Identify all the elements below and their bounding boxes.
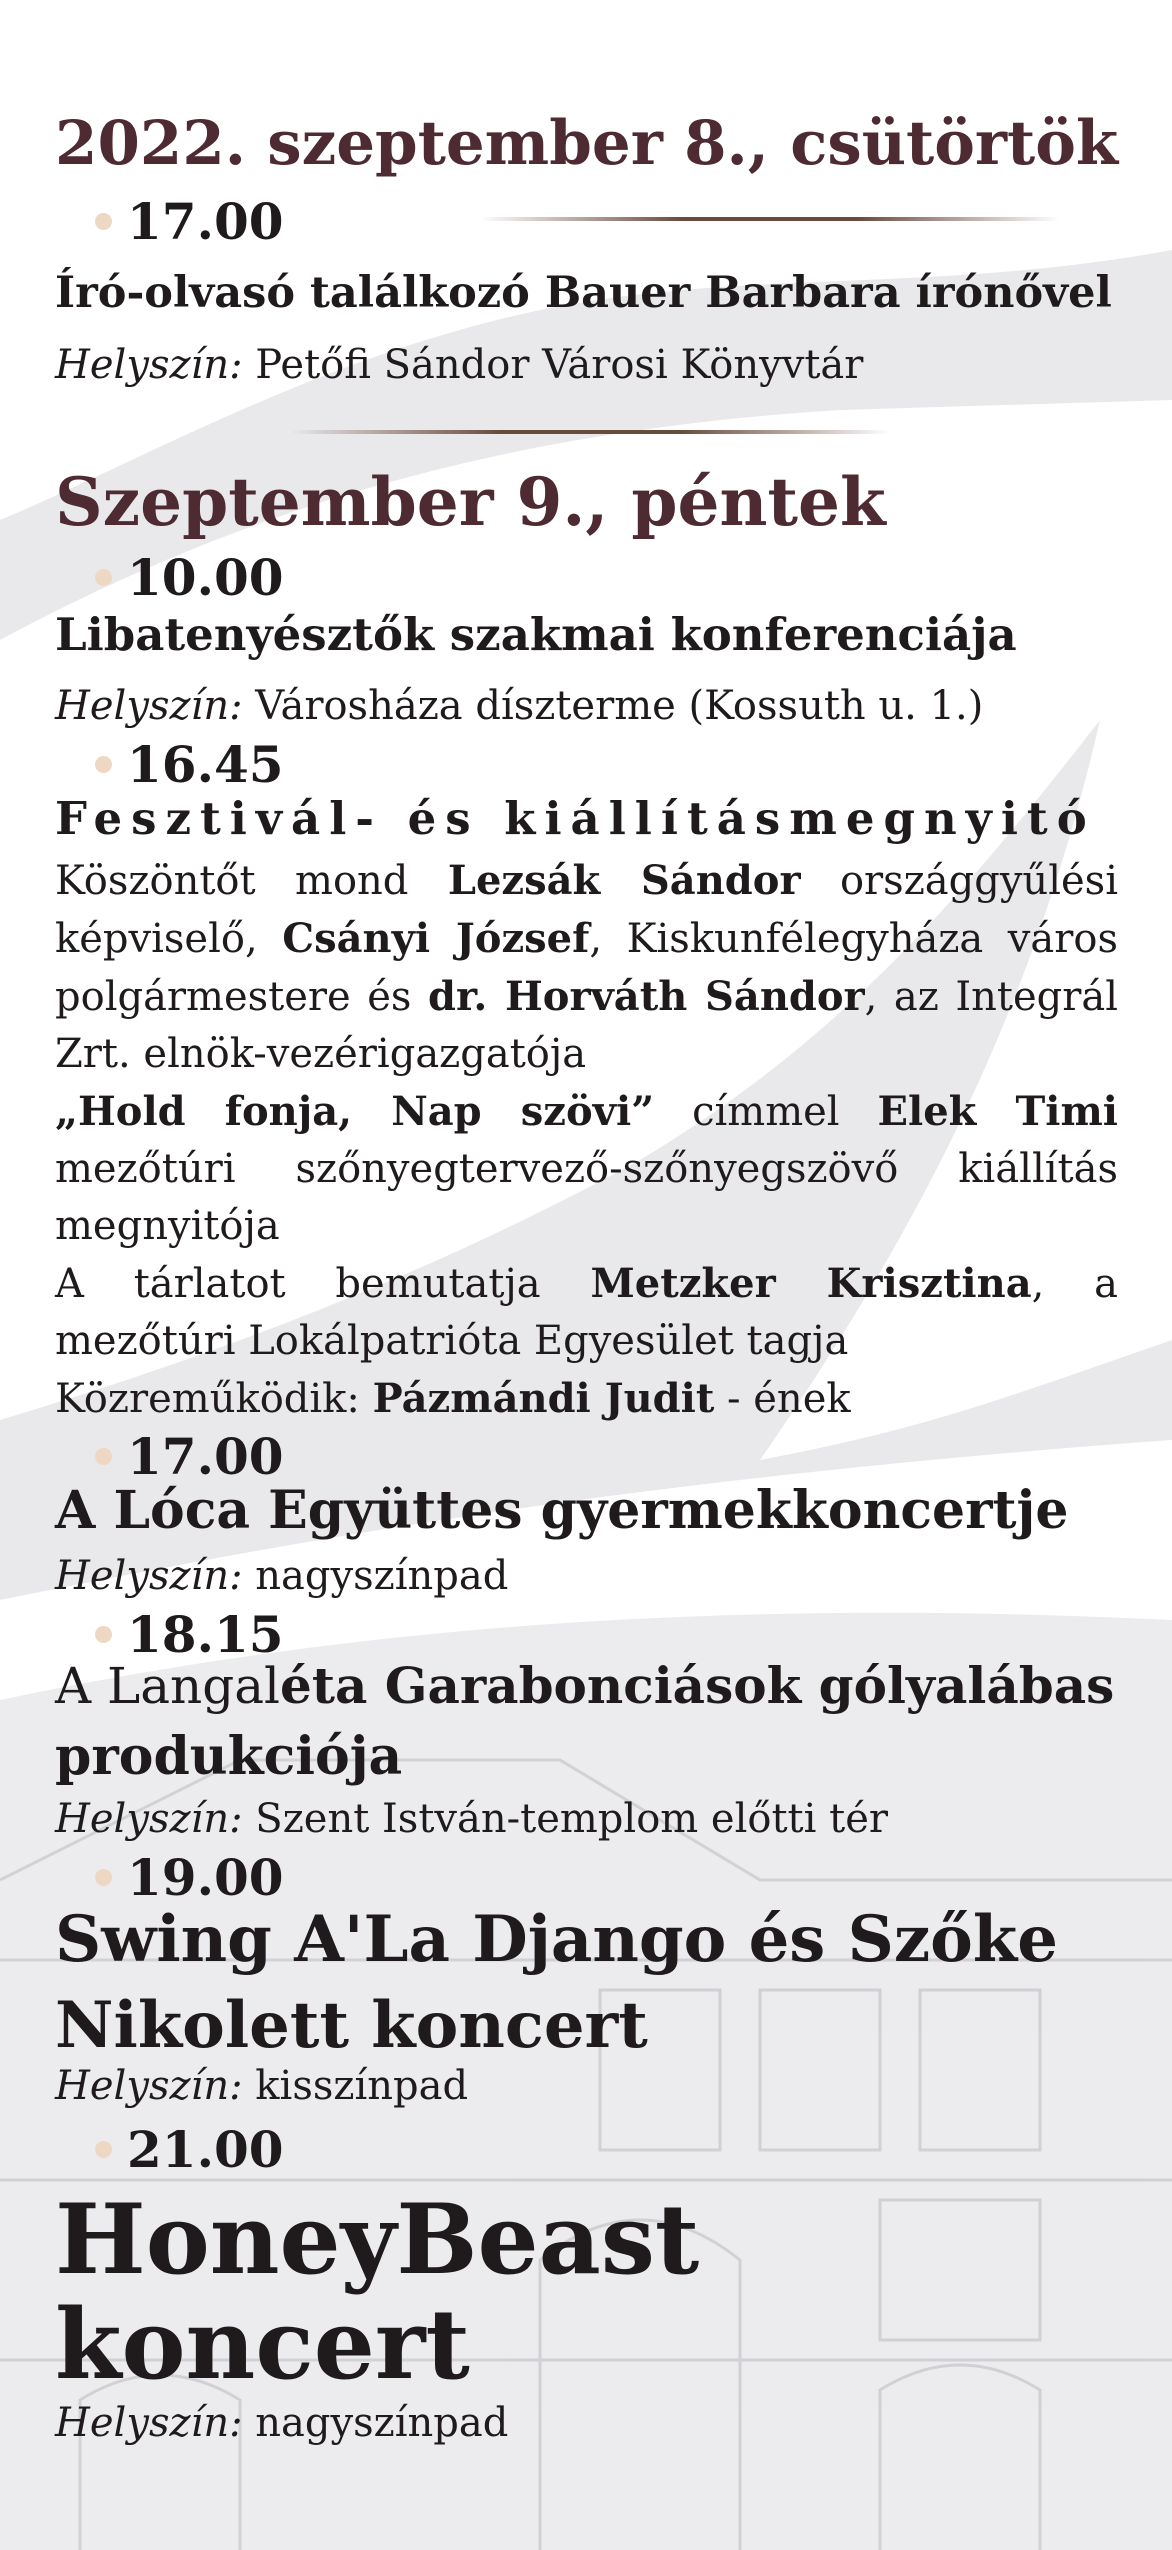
event-title-line: Nikolett koncert: [55, 1988, 648, 2063]
location-label: Helyszín:: [55, 342, 243, 388]
day-heading: 2022. szeptember 8., csütörtök: [55, 108, 1119, 179]
bullet-dot-icon: [95, 1448, 112, 1465]
location-label: Helyszín:: [55, 683, 243, 729]
description-line: Közreműködik: Pázmándi Judit - ének: [55, 1375, 851, 1422]
event-time-row: [95, 735, 284, 794]
location-label: Helyszín:: [55, 1553, 243, 1599]
event-location: [55, 1796, 888, 1842]
event-time-row: [95, 2120, 284, 2179]
description-line: megnyitója: [55, 1203, 280, 1249]
event-time-row: [95, 1427, 284, 1486]
bullet-dot-icon: [95, 756, 112, 773]
location-value: Szent István-templom előtti tér: [242, 1796, 888, 1842]
bullet-dot-icon: [95, 213, 112, 230]
description-line: A tárlatot bemutatja Metzker Krisztina, a: [55, 1260, 1119, 1307]
event-location: [55, 683, 983, 729]
description-line: mezőtúri Lokálpatrióta Egyesület tagja: [55, 1318, 849, 1364]
description-line: képviselő, Csányi József, Kiskunfélegyháza város: [55, 915, 1118, 962]
event-time-row: [95, 1848, 284, 1907]
description-line: Zrt. elnök-vezérigazgatója: [55, 1031, 587, 1077]
event-title-line: koncert: [55, 2288, 470, 2401]
event-title: A Langaléta Garabonciások gólyalábas: [55, 1656, 1115, 1715]
event-time: 17.00: [127, 192, 284, 251]
event-title: Fesztivál- és kiállításmegnyitó: [55, 792, 1096, 845]
event-location: [55, 2063, 468, 2109]
description-line: „Hold fonja, Nap szövi” címmel Elek Timi: [55, 1088, 1118, 1135]
description-line: polgármestere és dr. Horváth Sándor, az Integrál: [55, 973, 1119, 1020]
event-title: Író-olvasó találkozó Bauer Barbara írónővel: [55, 268, 1112, 318]
event-time: 19.00: [127, 1848, 284, 1907]
event-title: A Lóca Együttes gyermekkoncertje: [55, 1480, 1069, 1541]
event-location: [55, 342, 863, 388]
event-time: 18.15: [127, 1605, 284, 1664]
event-title-line: produkciója: [55, 1726, 403, 1787]
event-time-row: [95, 192, 284, 251]
event-time: 21.00: [127, 2120, 284, 2179]
bullet-dot-icon: [95, 2141, 112, 2158]
location-value: nagyszínpad: [242, 1553, 509, 1599]
event-location: [55, 2400, 508, 2446]
location-label: Helyszín:: [55, 2063, 243, 2109]
day-heading: Szeptember 9., péntek: [55, 463, 886, 541]
location-label: Helyszín:: [55, 1796, 243, 1842]
bullet-dot-icon: [95, 569, 112, 586]
event-time: 10.00: [127, 548, 284, 607]
event-time-row: [95, 548, 284, 607]
event-time: 17.00: [127, 1427, 284, 1486]
event-title: Libatenyésztők szakmai konferenciája: [55, 608, 1017, 661]
location-value: Városháza díszterme (Kossuth u. 1.): [242, 683, 984, 729]
location-value: kisszínpad: [242, 2063, 469, 2109]
description-line: mezőtúri szőnyegtervező-szőnyegszövő kiállítás: [55, 1146, 1118, 1192]
bullet-dot-icon: [95, 1869, 112, 1886]
event-description: [55, 852, 1118, 1428]
event-title: HoneyBeast: [55, 2183, 700, 2296]
location-value: nagyszínpad: [242, 2400, 509, 2446]
event-title: Swing A'La Django és Szőke: [55, 1902, 1058, 1977]
location-label: Helyszín:: [55, 2400, 243, 2446]
event-location: [55, 1553, 508, 1599]
bullet-dot-icon: [95, 1626, 112, 1643]
description-line: Köszöntőt mond Lezsák Sándor országgyűlési: [55, 857, 1118, 904]
location-value: Petőfi Sándor Városi Könyvtár: [242, 342, 864, 388]
event-time: 16.45: [127, 735, 284, 794]
